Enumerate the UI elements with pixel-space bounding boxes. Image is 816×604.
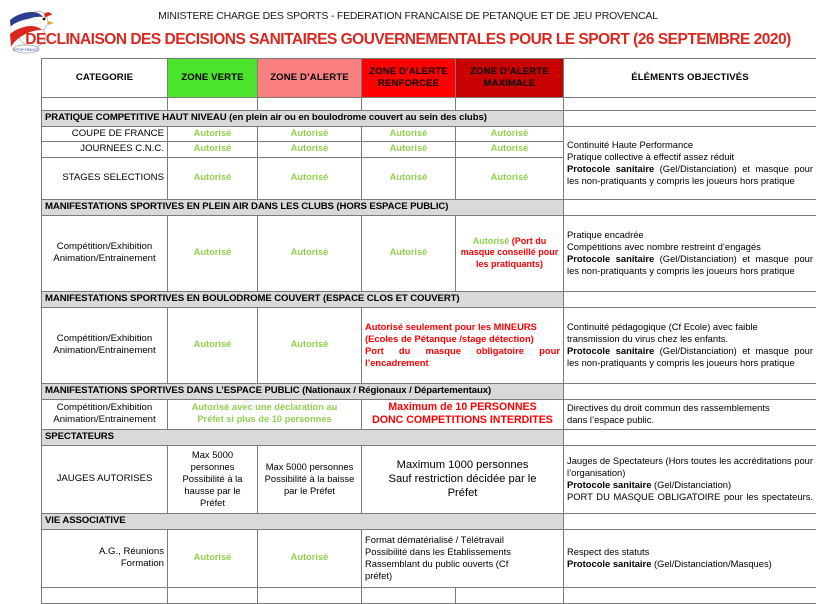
cell-journees-zone-maximale: Autorisé bbox=[456, 142, 564, 157]
cell-stages-zone-renforcee: Autorisé bbox=[362, 157, 456, 199]
table-row bbox=[42, 127, 816, 142]
cell-coupe-zone-alerte: Autorisé bbox=[258, 127, 362, 142]
cell-espace-public-autorise-merged bbox=[168, 399, 362, 429]
objective-rest: (Gel/Distanciation) et masque pour les non-pratiquants y compris les joueurs hors pratique bbox=[567, 253, 813, 276]
column-header-zone-alerte-renforcee bbox=[362, 59, 456, 98]
section-banner-spectateurs: SPECTATEURS bbox=[42, 429, 564, 445]
ministry-subtitle: MINISTERE CHARGE DES SPORTS - FEDERATION FRANCAISE DE PETANQUE ET DE JEU PROVENCAL bbox=[0, 10, 816, 22]
objective-protocole bbox=[567, 163, 813, 187]
column-header-zone-alerte: ZONE D’ALERTE bbox=[258, 59, 362, 98]
section-banner-blank bbox=[564, 383, 816, 399]
table-header-row bbox=[42, 59, 816, 98]
objective-line: Continuité pédagogique (Cf Ecole) avec faible bbox=[567, 321, 813, 333]
zone-renforcee-line1: ZONE D’ALERTE bbox=[369, 66, 448, 77]
cell-vie-assoc-merged-renforcee-maximale bbox=[362, 529, 564, 587]
cell-plein-air-zone-alerte: Autorisé bbox=[258, 215, 362, 291]
cell-boulodrome-zone-verte: Autorisé bbox=[168, 307, 258, 383]
objective-rest: (Gel/Distanciation) bbox=[651, 479, 731, 490]
section-banner-blank bbox=[564, 513, 816, 529]
column-header-categorie: CATEGORIE bbox=[42, 59, 168, 98]
table-row bbox=[42, 215, 816, 291]
page-title: DECLINAISON DES DECISIONS SANITAIRES GOUVERNEMENTALES POUR LE SPORT (26 SEPTEMBRE 2020) bbox=[0, 31, 816, 49]
jauges-line3: Préfet bbox=[448, 487, 478, 499]
cell-plein-air-zone-verte: Autorisé bbox=[168, 215, 258, 291]
vie-assoc-line1: Format dématérialisé / Télétravail bbox=[365, 534, 560, 546]
sanitary-decisions-table bbox=[41, 58, 816, 604]
cell-autorise-text: Autorisé bbox=[473, 236, 510, 246]
table-row bbox=[42, 529, 816, 587]
section-banner-row bbox=[42, 513, 816, 529]
mineurs-line3: Port du masque obligatoire pour bbox=[365, 345, 560, 357]
interdit-line1: Maximum de 10 PERSONNES bbox=[388, 401, 536, 413]
category-line1: Compétition/Exhibition bbox=[57, 241, 152, 252]
category-line2: Animation/Entrainement bbox=[53, 414, 155, 425]
mineurs-line1: Autorisé seulement pour les MINEURS bbox=[365, 321, 560, 333]
espace-public-line2: Préfet si plus de 10 personnes bbox=[197, 414, 331, 424]
cutoff-cell bbox=[42, 587, 168, 603]
category-line2: Animation/Entrainement bbox=[53, 253, 155, 264]
objectives-pratique-competitive bbox=[564, 127, 816, 200]
objective-line: transmission du virus chez les enfants. bbox=[567, 333, 813, 345]
svg-text:FFPJP FRANCE: FFPJP FRANCE bbox=[13, 48, 39, 52]
objective-bold: Protocole sanitaire bbox=[567, 558, 651, 569]
document-header bbox=[0, 0, 816, 58]
cell-masque-note: (Port du masque conseillé pour les pratiquants) bbox=[461, 236, 559, 269]
jauges-line2: Sauf restriction décidée par le bbox=[388, 473, 536, 485]
cutoff-cell bbox=[362, 587, 456, 603]
column-header-elements-objectives: ÉLÉMENTS OBJECTIVÉS bbox=[564, 59, 816, 98]
row-category-journees-cnc: JOURNEES C.N.C. bbox=[42, 142, 168, 157]
cutoff-cell bbox=[456, 587, 564, 603]
section-banner-pratique-competitive: PRATIQUE COMPETITIVE HAUT NIVEAU (en plein air ou en boulodrome couvert au sein des clubs) bbox=[42, 111, 564, 127]
section-banner-blank bbox=[564, 111, 816, 127]
cell-coupe-zone-verte: Autorisé bbox=[168, 127, 258, 142]
objective-line: Jauges de Spectateurs (Hors toutes les accréditations pour l’organisation) bbox=[567, 455, 813, 479]
row-category-competition-espace-public bbox=[42, 399, 168, 429]
spacer-cell bbox=[456, 98, 564, 111]
cell-vie-assoc-zone-alerte: Autorisé bbox=[258, 529, 362, 587]
objective-bold: Protocole sanitaire bbox=[567, 345, 654, 356]
zone-renforcee-line2: RENFORCEE bbox=[378, 78, 439, 89]
objective-line: dans l’espace public. bbox=[567, 414, 813, 426]
section-banner-espace-public: MANIFESTATIONS SPORTIVES DANS L’ESPACE PUBLIC (Nationaux / Régionaux / Départementaux) bbox=[42, 383, 564, 399]
cell-stages-zone-maximale: Autorisé bbox=[456, 157, 564, 199]
objectives-boulodrome bbox=[564, 307, 816, 383]
section-banner-row bbox=[42, 199, 816, 215]
vie-assoc-line3: Rassemblant du public ouverts (Cf bbox=[365, 558, 560, 570]
column-header-zone-verte: ZONE VERTE bbox=[168, 59, 258, 98]
cell-jauges-merged-renforcee-maximale bbox=[362, 445, 564, 513]
objectives-vie-associative bbox=[564, 529, 816, 587]
cell-journees-zone-renforcee: Autorisé bbox=[362, 142, 456, 157]
section-banner-row bbox=[42, 429, 816, 445]
objective-bold: Protocole sanitaire bbox=[567, 163, 654, 174]
cell-boulodrome-mineurs-merged bbox=[362, 307, 564, 383]
column-header-zone-alerte-maximale bbox=[456, 59, 564, 98]
table-row bbox=[42, 307, 816, 383]
category-line2: Animation/Entrainement bbox=[53, 345, 155, 356]
objective-line: Compétitions avec nombre restreint d’engagés bbox=[567, 241, 813, 253]
section-banner-row bbox=[42, 291, 816, 307]
row-category-jauges-autorises: JAUGES AUTORISES bbox=[42, 445, 168, 513]
cutoff-cell bbox=[564, 587, 816, 603]
mineurs-line2: (Ecoles de Pétanque /stage détection) bbox=[365, 333, 560, 345]
cell-coupe-zone-maximale: Autorisé bbox=[456, 127, 564, 142]
objective-line: PORT DU MASQUE OBLIGATOIRE pour les spectateurs. bbox=[567, 491, 813, 503]
jauges-line1: Maximum 1000 personnes bbox=[397, 459, 529, 471]
row-category-ag-reunions-formation bbox=[42, 529, 168, 587]
espace-public-line1: Autorisé avec une déclaration au bbox=[192, 402, 338, 412]
objective-protocole bbox=[567, 558, 813, 570]
interdit-line2: DONC COMPETITIONS INTERDITES bbox=[372, 414, 553, 426]
cutoff-cell bbox=[258, 587, 362, 603]
cell-jauges-zone-alerte: Max 5000 personnes Possibilité à la baisse par le Préfet bbox=[258, 445, 362, 513]
objective-rest: (Gel/Distanciation) et masque pour les non-pratiquants y compris les joueurs hors pratique bbox=[567, 163, 813, 186]
objective-protocole bbox=[567, 253, 813, 277]
spacer-cell bbox=[168, 98, 258, 111]
row-category-stages-selections: STAGES SELECTIONS bbox=[42, 157, 168, 199]
table-row bbox=[42, 445, 816, 513]
category-line1: Compétition/Exhibition bbox=[57, 333, 152, 344]
spacer-cell bbox=[362, 98, 456, 111]
cutoff-cell bbox=[168, 587, 258, 603]
section-banner-vie-associative: VIE ASSOCIATIVE bbox=[42, 513, 564, 529]
objective-bold: Protocole sanitaire bbox=[567, 479, 651, 490]
section-banner-blank bbox=[564, 199, 816, 215]
objectives-espace-public bbox=[564, 399, 816, 429]
objective-line: Directives du droit commun des rassemblements bbox=[567, 402, 813, 414]
section-banner-row bbox=[42, 111, 816, 127]
cell-vie-assoc-zone-verte: Autorisé bbox=[168, 529, 258, 587]
section-banner-boulodrome: MANIFESTATIONS SPORTIVES EN BOULODROME COUVERT (ESPACE CLOS ET COUVERT) bbox=[42, 291, 564, 307]
objective-protocole bbox=[567, 479, 813, 491]
spacer-cell bbox=[564, 98, 816, 111]
table-row-cut-off bbox=[42, 587, 816, 603]
row-category-coupe-de-france: COUPE DE FRANCE bbox=[42, 127, 168, 142]
row-category-competition-boulodrome bbox=[42, 307, 168, 383]
cell-journees-zone-alerte: Autorisé bbox=[258, 142, 362, 157]
row-category-competition-plein-air bbox=[42, 215, 168, 291]
section-banner-blank bbox=[564, 429, 816, 445]
cell-coupe-zone-renforcee: Autorisé bbox=[362, 127, 456, 142]
objective-protocole bbox=[567, 345, 813, 369]
zone-maximale-line2: MAXIMALE bbox=[484, 78, 536, 89]
cell-espace-public-interdit-merged bbox=[362, 399, 564, 429]
cell-plein-air-zone-maximale bbox=[456, 215, 564, 291]
objective-line: Pratique encadrée bbox=[567, 229, 813, 241]
objectives-spectateurs bbox=[564, 445, 816, 513]
table-row bbox=[42, 399, 816, 429]
mineurs-line4: l’encadrement bbox=[365, 357, 560, 369]
section-banner-row bbox=[42, 383, 816, 399]
cell-stages-zone-verte: Autorisé bbox=[168, 157, 258, 199]
objective-line: Respect des statuts bbox=[567, 546, 813, 558]
section-banner-blank bbox=[564, 291, 816, 307]
objective-rest: (Gel/Distanciation) et masque pour les non-pratiquants y compris les joueurs hors pratique bbox=[567, 345, 813, 368]
category-line2: Formation bbox=[121, 558, 164, 569]
category-line1: Compétition/Exhibition bbox=[57, 402, 152, 413]
objective-line: Continuité Haute Performance bbox=[567, 139, 813, 151]
vie-assoc-line2: Possibilité dans les Etablissements bbox=[365, 546, 560, 558]
objectives-plein-air bbox=[564, 215, 816, 291]
cell-journees-zone-verte: Autorisé bbox=[168, 142, 258, 157]
category-line1: A.G., Réunions bbox=[99, 546, 164, 557]
spacer-cell bbox=[42, 98, 168, 111]
objective-rest: (Gel/Distanciation/Masques) bbox=[651, 558, 771, 569]
vie-assoc-line4: préfet) bbox=[365, 570, 560, 582]
objective-line: Pratique collective à effectif assez réduit bbox=[567, 151, 813, 163]
section-banner-plein-air: MANIFESTATIONS SPORTIVES EN PLEIN AIR DANS LES CLUBS (HORS ESPACE PUBLIC) bbox=[42, 199, 564, 215]
objective-bold: Protocole sanitaire bbox=[567, 253, 654, 264]
cell-jauges-zone-verte: Max 5000 personnes Possibilité à la hausse par le Préfet bbox=[168, 445, 258, 513]
zone-maximale-line1: ZONE D’ALERTE bbox=[470, 66, 549, 77]
cell-stages-zone-alerte: Autorisé bbox=[258, 157, 362, 199]
cell-plein-air-zone-renforcee: Autorisé bbox=[362, 215, 456, 291]
spacer-cell bbox=[258, 98, 362, 111]
spacer-row bbox=[42, 98, 816, 111]
cell-boulodrome-zone-alerte: Autorisé bbox=[258, 307, 362, 383]
